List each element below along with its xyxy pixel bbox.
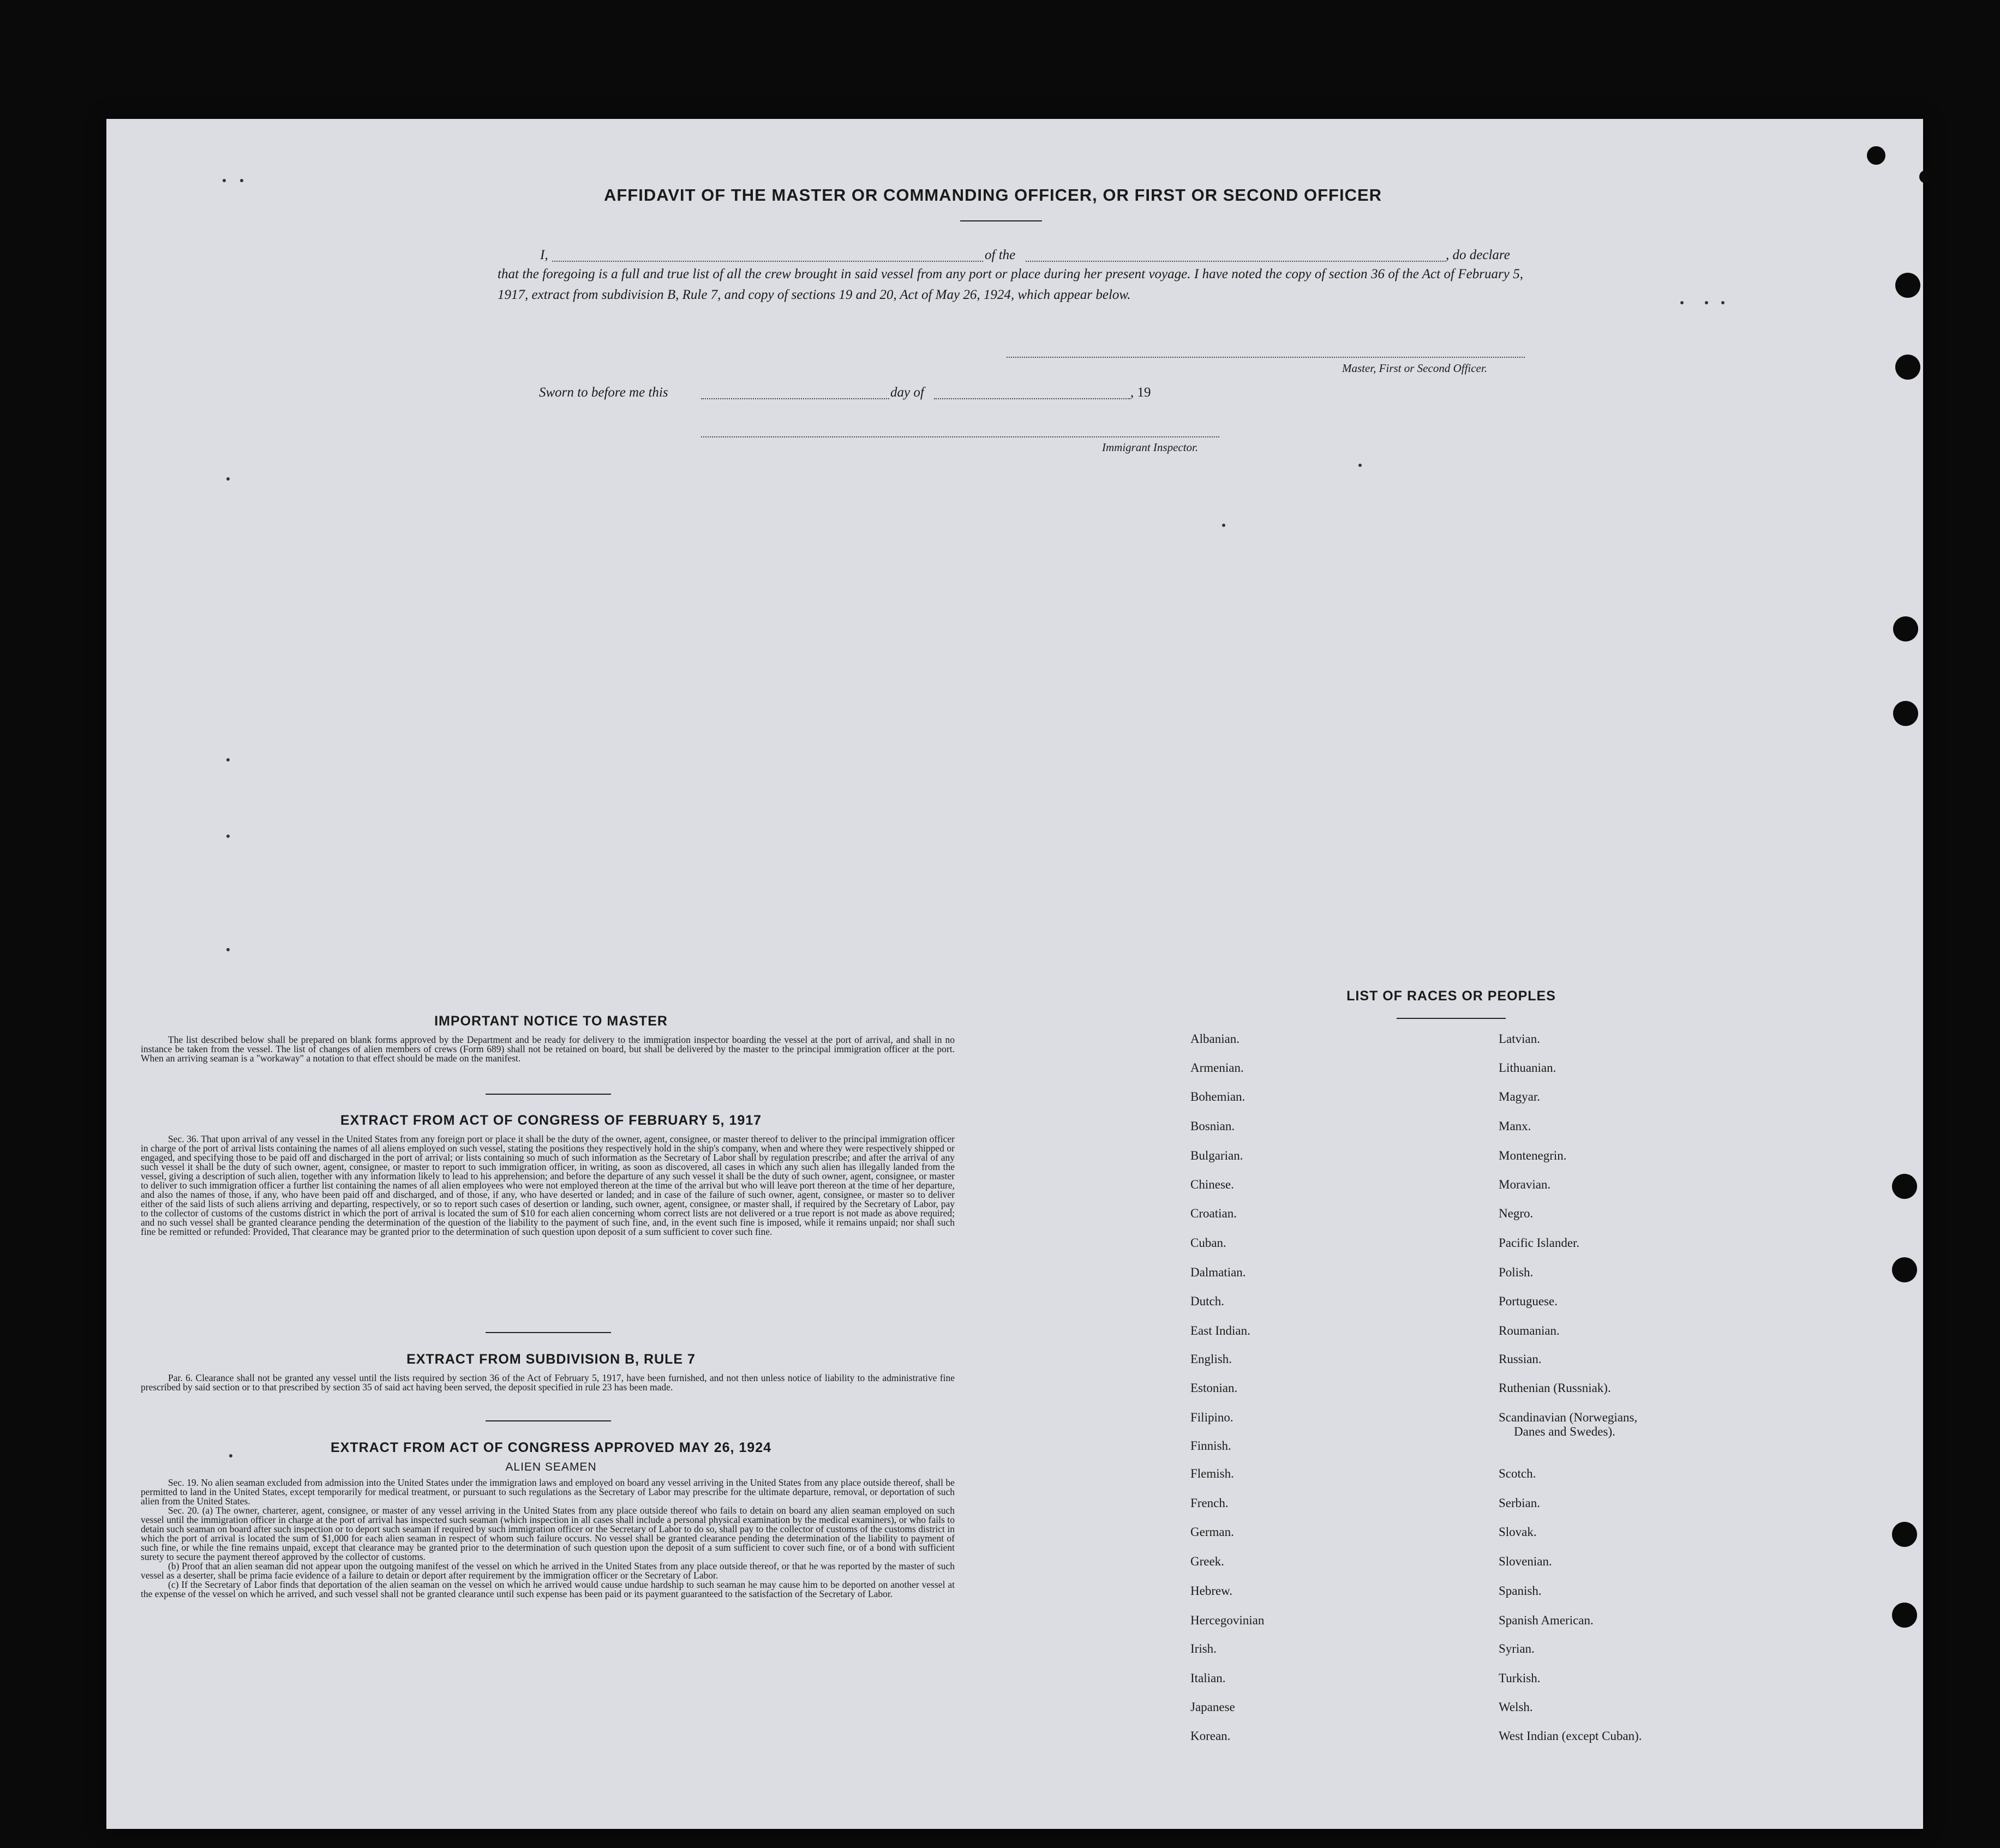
binder-hole xyxy=(1893,616,1918,641)
rule7-text xyxy=(141,1373,955,1392)
race-item: Irish. xyxy=(1190,1642,1217,1655)
sworn-month-field[interactable] xyxy=(934,398,1130,399)
affidavit-i-label: I, xyxy=(540,248,548,262)
extract-1917-text xyxy=(141,1135,955,1237)
race-item: East Indian. xyxy=(1190,1324,1250,1337)
section-rule xyxy=(486,1332,611,1333)
race-item: English. xyxy=(1190,1352,1232,1366)
vessel-name-field[interactable] xyxy=(1026,261,1446,262)
speck xyxy=(226,948,230,951)
officer-signature-field[interactable] xyxy=(1007,357,1525,358)
extract-1924-text xyxy=(141,1478,955,1599)
race-item: Slovenian. xyxy=(1499,1555,1552,1568)
sec20a-paragraph: Sec. 20. (a) The owner, charterer, agent, consignee, or master of any vessel arriving in the United States from any place outside thereof who fails to detain on board any alien seaman employed on such vessel until the immigration officer in charge at the port of arrival has inspected such seaman (which inspection in all cases shall include a personal physical examination by the medical examiners), or who fails to detain such seaman on board after such inspection or to deport such seaman if required by such immigration officer or the Secretary of Labor to do so, shall pay to the collector of customs of the customs district in which the port of arrival is located the sum of $1,000 for each alien seaman in respect of whom such failure occurs. No vessel shall be granted clearance pending the determination of the liability to payment of such fine, or while the fine remains unpaid, except that clearance may be granted prior to the determination of such question upon the deposit of a sum sufficient to cover such fine, or of a bond with sufficient surety to secure the payment thereof approved by the collector of customs. xyxy=(141,1505,955,1562)
affidavit-declare-label: , do declare xyxy=(1446,248,1510,262)
race-item: Bosnian. xyxy=(1190,1119,1235,1133)
sec20b-paragraph: (b) Proof that an alien seaman did not appear upon the outgoing manifest of the vessel on which he arrived in the United States from any place outside thereof, or that he was reported by the master of such vessel as a deserter, shall be prima facie evidence of a failure to detain or deport after requirement by the immigration officer or the Secretary of Labor. xyxy=(141,1561,955,1581)
race-item: Korean. xyxy=(1190,1729,1231,1743)
section-rule xyxy=(486,1420,611,1421)
race-item: Moravian. xyxy=(1499,1178,1551,1191)
inspector-caption: Immigrant Inspector. xyxy=(1102,441,1199,454)
race-item: Portuguese. xyxy=(1499,1294,1558,1308)
binder-hole xyxy=(1892,1174,1917,1199)
affidavit-of-the-label: of the xyxy=(985,248,1016,262)
race-item: Japanese xyxy=(1190,1700,1235,1714)
race-item: Croatian. xyxy=(1190,1207,1237,1220)
rule7-heading: EXTRACT FROM SUBDIVISION B, RULE 7 xyxy=(406,1352,696,1367)
race-item: Latvian. xyxy=(1499,1032,1540,1046)
affidavit-body: that the foregoing is a full and true list of all the crew brought in said vessel from any port or place during her present voyage. I have noted the copy of section 36 of the Act of February 5, 1917, extract from subdivision B, Rule 7, and copy of sections 19 and 20, Act of May 26, 1924, which appear below. xyxy=(498,267,1523,302)
race-item: German. xyxy=(1190,1525,1234,1539)
race-item: Bulgarian. xyxy=(1190,1149,1243,1162)
title-rule xyxy=(960,220,1042,221)
race-item: Flemish. xyxy=(1190,1467,1234,1480)
race-item: Spanish. xyxy=(1499,1584,1542,1598)
speck xyxy=(240,179,243,182)
extract-1924-heading: EXTRACT FROM ACT OF CONGRESS APPROVED MAY 26, 1924 xyxy=(330,1440,772,1455)
race-item: Negro. xyxy=(1499,1207,1534,1220)
binder-hole xyxy=(1892,1257,1917,1282)
notice-heading: IMPORTANT NOTICE TO MASTER xyxy=(434,1013,668,1029)
race-item: French. xyxy=(1190,1496,1229,1510)
speck xyxy=(226,477,230,481)
race-item: Dalmatian. xyxy=(1190,1265,1246,1279)
speck xyxy=(1721,301,1724,304)
race-item: Italian. xyxy=(1190,1671,1226,1685)
race-item: Turkish. xyxy=(1499,1671,1541,1685)
binder-hole xyxy=(1895,273,1920,298)
crew-member-name-field[interactable] xyxy=(552,261,983,262)
race-item: Roumanian. xyxy=(1499,1324,1560,1337)
race-item: Danes and Swedes). xyxy=(1514,1425,1615,1438)
race-item: Hercegovinian xyxy=(1190,1613,1265,1627)
race-item: Russian. xyxy=(1499,1352,1542,1366)
race-item: Chinese. xyxy=(1190,1178,1234,1191)
race-item: Scandinavian (Norwegians, xyxy=(1499,1411,1638,1424)
sworn-year-label: , 19 xyxy=(1130,385,1151,400)
race-item: Dutch. xyxy=(1190,1294,1224,1308)
sworn-day-field[interactable] xyxy=(701,398,889,399)
race-item: Welsh. xyxy=(1499,1700,1533,1714)
race-item: Manx. xyxy=(1499,1119,1531,1133)
binder-hole xyxy=(1895,355,1920,380)
binder-hole xyxy=(1892,1522,1917,1547)
race-item: West Indian (except Cuban). xyxy=(1499,1729,1642,1743)
binder-hole xyxy=(1893,701,1918,726)
alien-seamen-subheading: ALIEN SEAMEN xyxy=(505,1461,597,1473)
race-item: Albanian. xyxy=(1190,1032,1240,1046)
corner-mark xyxy=(1867,146,1885,165)
race-item: Ruthenian (Russniak). xyxy=(1499,1381,1611,1395)
races-heading: LIST OF RACES OR PEOPLES xyxy=(1346,988,1556,1004)
race-item: Spanish American. xyxy=(1499,1613,1594,1627)
speck xyxy=(1680,301,1684,304)
race-item: Lithuanian. xyxy=(1499,1061,1556,1075)
race-item: Magyar. xyxy=(1499,1090,1541,1103)
rule7-paragraph: Par. 6. Clearance shall not be granted any vessel until the lists required by section 36 of the Act of February 5, 1917, have been furnished, and not then unless notice of liability to the administrative fine prescribed by said section or to that prescribed by section 35 of said act having been served, the deposit specified in rule 23 has been made. xyxy=(141,1372,955,1393)
race-item: Armenian. xyxy=(1190,1061,1244,1075)
speck xyxy=(1222,524,1225,527)
race-item: Filipino. xyxy=(1190,1411,1233,1424)
race-item: Scotch. xyxy=(1499,1467,1536,1480)
race-item: Polish. xyxy=(1499,1265,1534,1279)
race-item: Serbian. xyxy=(1499,1496,1541,1510)
speck xyxy=(226,758,230,761)
races-rule xyxy=(1397,1018,1506,1019)
race-item: Bohemian. xyxy=(1190,1090,1245,1103)
extract-1917-paragraph: Sec. 36. That upon arrival of any vessel in the United States from any foreign port or place it shall be the duty of the owner, agent, consignee, or master thereof to deliver to the principal immigration officer in charge of the port of arrival lists containing the names of all aliens employed on such vessel, stating the positions they respectively hold in the ship's company, when and where they were respectively shipped or engaged, and specifying those to be paid off and discharged in the port of arrival; or lists containing so much of such information as the Secretary of Labor shall by regulation prescribe; and after the arrival of any such vessel it shall be the duty of such owner, agent, consignee, or master to report to such immigration officer, in writing, as soon as discovered, all cases in which any such alien has illegally landed from the vessel, giving a description of such alien, together with any information likely to lead to his apprehension; and before the departure of any such vessel it shall be the duty of such owner, agent, consignee, or master to deliver to such immigration officer a further list containing the names of all alien employees who were not employed thereon at the time of the arrival but who will leave port thereon at the time of her departure, and also the names of those, if any, who have been paid off and discharged, and of those, if any, who have deserted or landed; and in case of the failure of such owner, agent, consignee, or master so to deliver either of the said lists of such aliens arriving and departing, respectively, or so to report such cases of desertion or landing, such owner, agent, consignee, or master shall, if required by the Secretary of Labor, pay to the collector of customs of the customs district in which the port of arrival is located the sum of $10 for each alien concerning whom correct lists are not delivered or a true report is not made as above required; and no such vessel shall be granted clearance pending the determination of the question of the liability to the payment of such fine, and, in the event such fine is imposed, while it remains unpaid; nor shall such fine be remitted or refunded: Provided, That clearance may be granted prior to the determination of such question upon deposit of a sum sufficient to cover such fine. xyxy=(141,1133,955,1237)
notice-text xyxy=(141,1035,955,1063)
speck xyxy=(1358,464,1362,467)
corner-mark xyxy=(1919,170,1932,183)
race-item: Montenegrin. xyxy=(1499,1149,1567,1162)
officer-signature-caption: Master, First or Second Officer. xyxy=(1342,362,1487,375)
race-item: Greek. xyxy=(1190,1555,1224,1568)
section-rule xyxy=(486,1094,611,1095)
affidavit-title: AFFIDAVIT OF THE MASTER OR COMMANDING OFFICER, OR FIRST OR SECOND OFFICER xyxy=(603,185,1382,205)
speck xyxy=(1705,301,1708,304)
race-item: Hebrew. xyxy=(1190,1584,1233,1598)
binder-hole xyxy=(1892,1603,1917,1628)
race-item: Pacific Islander. xyxy=(1499,1236,1580,1250)
race-item: Finnish. xyxy=(1190,1439,1231,1453)
race-item: Slovak. xyxy=(1499,1525,1537,1539)
speck xyxy=(223,179,226,182)
sworn-day-of-label: day of xyxy=(890,385,924,400)
race-item: Syrian. xyxy=(1499,1642,1535,1655)
sec19-paragraph: Sec. 19. No alien seaman excluded from admission into the United States under the immigration laws and employed on board any vessel arriving in the United States from any place outside thereof, shall be permitted to land in the United States, except temporarily for medical treatment, or pursuant to such regulations as the Secretary of Labor may prescribe for the ultimate departure, removal, or deportation of such alien from the United States. xyxy=(141,1477,955,1507)
race-item: Estonian. xyxy=(1190,1381,1238,1395)
inspector-signature-field[interactable] xyxy=(701,436,1219,437)
extract-1917-heading: EXTRACT FROM ACT OF CONGRESS OF FEBRUARY 5, 1917 xyxy=(340,1113,762,1128)
race-item: Cuban. xyxy=(1190,1236,1226,1250)
speck xyxy=(226,835,230,838)
sworn-prefix: Sworn to before me this xyxy=(539,385,668,400)
sec20c-paragraph: (c) If the Secretary of Labor finds that deportation of the alien seaman on the vessel on which he arrived would cause undue hardship to such seaman he may cause him to be deported on another vessel at the expense of the vessel on which he arrived, and such vessel shall not be granted clearance until such expense has been paid or its payment guaranteed to the satisfaction of the Secretary of Labor. xyxy=(141,1579,955,1599)
notice-paragraph: The list described below shall be prepared on blank forms approved by the Department and be ready for delivery to the immigration inspector boarding the vessel at the port of arrival, and shall in no instance be taken from the vessel. The list of changes of alien members of crews (Form 689) shall not be retained on board, but shall be delivered by the master to the principal immigration officer at the port. When an arriving seaman is a "workaway" a notation to that effect should be made on the manifest. xyxy=(141,1034,955,1064)
